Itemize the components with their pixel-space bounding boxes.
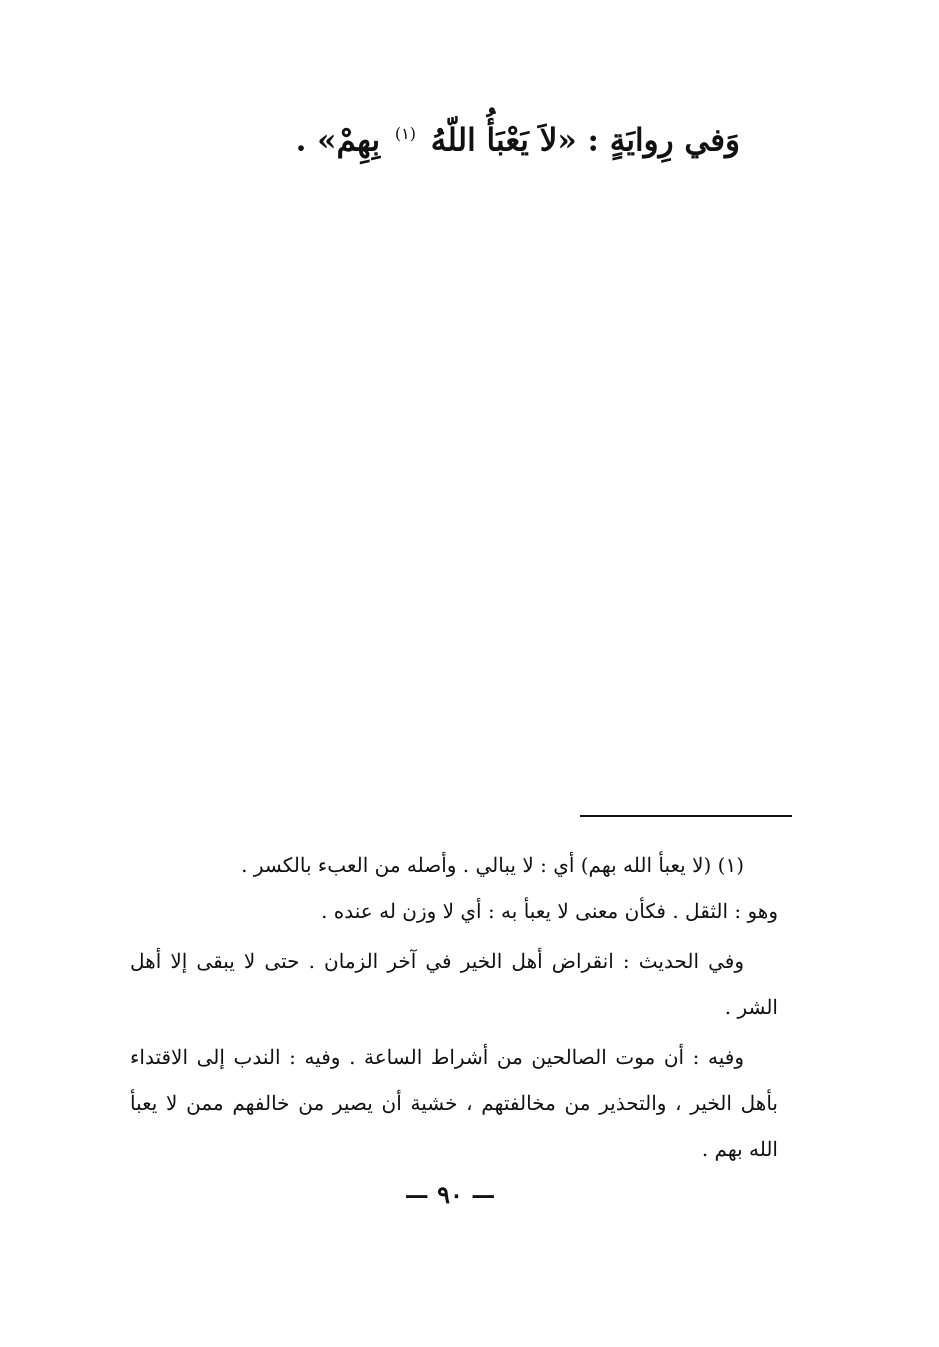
footnote-1-line-2: وهو : الثقل . فكأن معنى لا يعبأ به : أي لا وزن له عنده . [321,899,778,923]
narration-text-start: وَفي رِوايَةٍ : «لاَ يَعْبَأُ اللّهُ [430,122,740,159]
footnote-1-line-1: (١) (لا يعبأ الله بهم) أي : لا يبالي . وأصله من العبء بالكسر . [241,853,744,877]
footnote-paragraph-hadith-meaning: وفي الحديث : انقراض أهل الخير في آخر الزمان . حتى لا يبقى إلا أهل الشر . [130,949,778,1019]
narration-text-end: بِهِمْ» . [295,122,381,159]
footnote-paragraph-lessons: وفيه : أن موت الصالحين من أشراط الساعة . وفيه : الندب إلى الاقتداء بأهل الخير ، والتحذير من مخالفتهم ، خشية أن يصير من خالفهم ممن لا يعبأ الله بهم . [130,1045,778,1161]
page-number: — ٩٠ — [404,1180,496,1209]
footnote-separator-rule [580,815,792,817]
footnotes-section [130,842,778,1176]
footnote-1 [130,842,778,934]
hadith-narration-line [295,112,740,162]
footnote-reference-marker: (١) [394,124,416,143]
